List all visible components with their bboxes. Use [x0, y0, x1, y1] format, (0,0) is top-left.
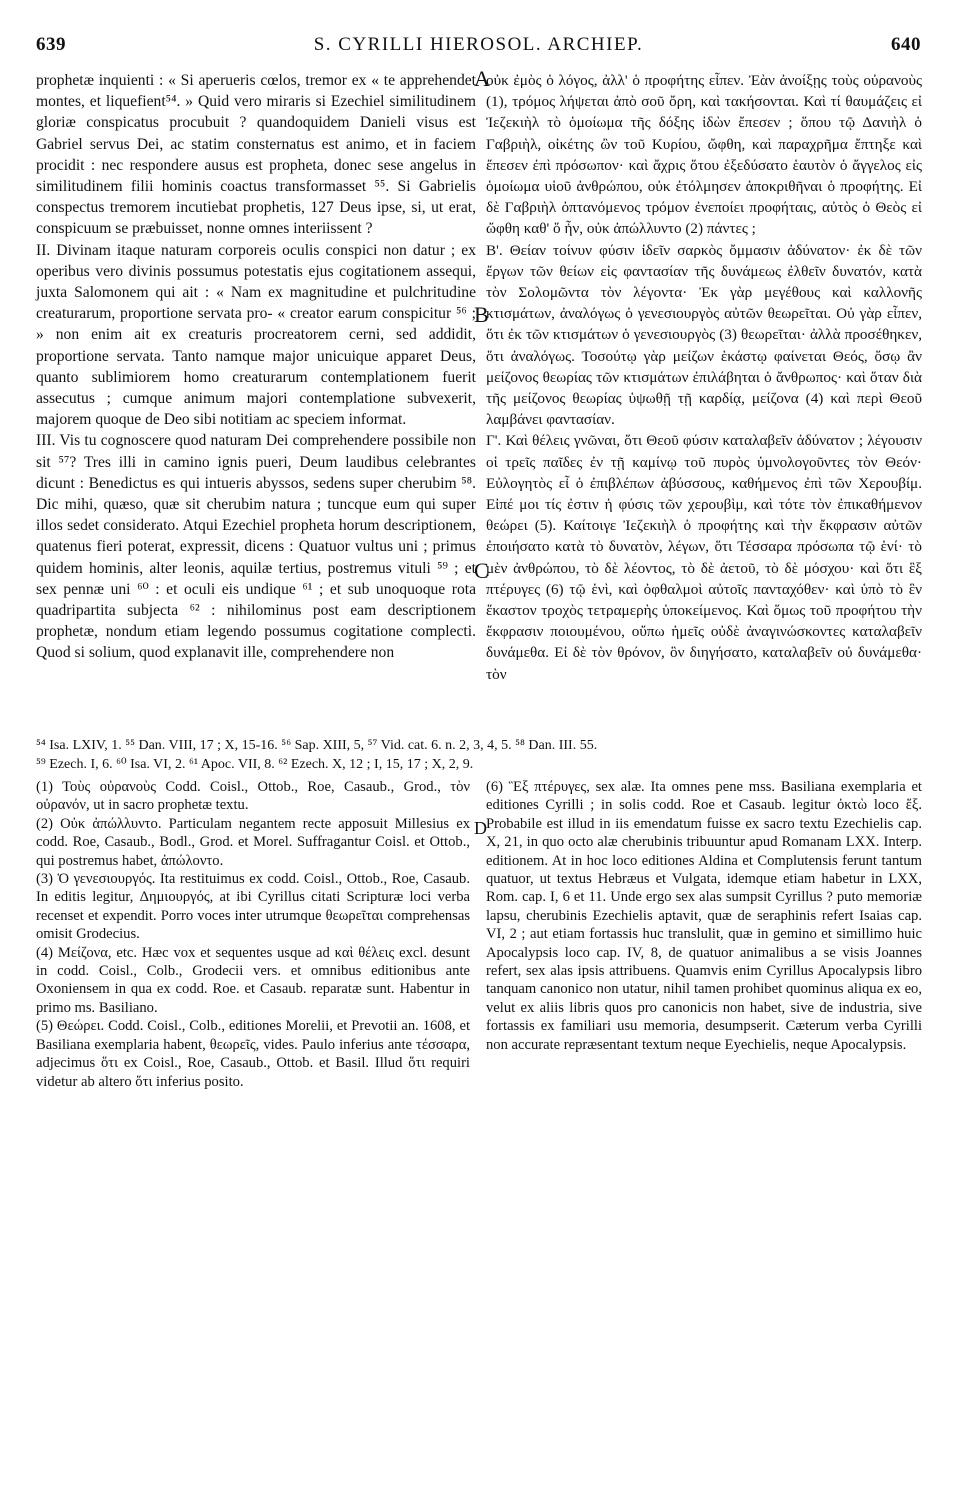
margin-letter-d: D	[474, 818, 487, 838]
page-number-left: 639	[36, 34, 66, 55]
footnotes-left	[36, 778, 470, 1091]
margin-letter-b: B	[474, 302, 489, 327]
footnote-1: (1) Τοὺς οὐρανοὺς Codd. Coisl., Ottob., Roe, Casaub., Grod., τὸν οὐρανόν, ut in sacro prophetæ textu.	[36, 779, 470, 814]
scripture-ref-line-2: ⁵⁹ Ezech. I, 6. ⁶⁰ Isa. VI, 2. ⁶¹ Apoc. VII, 8. ⁶² Ezech. X, 12 ; I, 15, 17 ; X, 2, 9.	[36, 757, 474, 772]
scripture-references	[36, 736, 922, 774]
scripture-ref-line-1: ⁵⁴ Isa. LXIV, 1. ⁵⁵ Dan. VIII, 17 ; X, 15-16. ⁵⁶ Sap. XIII, 5, ⁵⁷ Vid. cat. 6. n. 2, 3, 4, 5. ⁵⁸ Dan. III. 55.	[36, 738, 598, 753]
running-title: S. CYRILLI HIEROSOL. ARCHIEP.	[313, 34, 644, 55]
latin-paragraph-3: III. Vis tu cognoscere quod naturam Dei comprehendere possibile non sit ⁵⁷? Tres illi in camino ignis pueri, Deum laudibus celebrantes dicunt : Benedictus es qui intueris abyssos, sedens super cherubim ⁵⁸. Dic mihi, quæso, quæ sit cherubim natura ; tuncque eum qui super illos sedet considerato. Atqui Ezechiel propheta horum descriptionem, quatenus fieri poterat, expressit, dicens : Quatuor vultus uni ; primus quidem hominis, alter leonis, aquilæ tertius, postremus vituli ⁵⁹ ; et sex pennæ uni ⁶⁰ : et oculi eis undique ⁶¹ ; et sub unoquoque rota quadripartita subjecta ⁶² : nihilominus post eam descriptionem prophetæ, nondum etiam legendo possumus cogitatione complecti. Quod si solium, quod explanavit ille, comprehendere non	[36, 432, 476, 662]
greek-column	[486, 70, 922, 685]
latin-paragraph-2: II. Divinam itaque naturam corporeis oculis conspici non datur ; ex operibus vero divinis possumus potestatis ejus cogitationem assequi, juxta Salomonem qui ait : « Nam ex magnitudine et pulchritudine creaturarum, proportione servata pro- « creator earum conspicitur ⁵⁶ ; » non enim ait ex creaturis procreatorem cerni, sed addidit, proportione servata. Tanto namque major unicuique apparet Deus, quanto sublimiorem homo creaturarum contemplationem fuerit assecutus ; cumque animum majori contemplatione subvexerit, majorem quoque de Deo sibi notitiam ac speciem informat.	[36, 241, 476, 429]
footnotes-right	[486, 778, 922, 1054]
footnote-2: (2) Οὐκ ἀπώλλυντο. Particulam negantem recte apposuit Millesius ex codd. Roe, Casaub., Bodl., Grod. et Morel. Suffragantur Coisl. et Ottob., qui postremus habet, ἀπώλοντο.	[36, 815, 470, 869]
latin-paragraph-1: prophetæ inquienti : « Si aperueris cœlos, tremor ex « te apprehendet montes, et liquefient⁵⁴. » Quid vero miraris si Ezechiel similitudinem gloriæ conspicatus procubuit ? quandoquidem Danieli visus est Gabriel servus Dei, ac statim consternatus est animo, et in faciem procidit : nec respondere ausus est propheta, donec sese angelus in similitudinem filii hominis coactus transformasset ⁵⁵. Si Gabrielis conspectus tremorem incutiebat prophetis, 127 Deus ipse, si, ut erat, conspicuum se præbuisset, nonne omnes interiissent ?	[36, 72, 476, 238]
margin-letter-c: C	[474, 558, 489, 583]
latin-column	[36, 70, 476, 664]
footnote-4: (4) Μείζονα, etc. Hæc vox et sequentes usque ad καὶ θέλεις excl. desunt in codd. Coisl., Colb., Grodecii vers. et omnibus editionibus ante Oxoniensem in qua ex codd. Roe. et Casaub. reparatæ sunt. Habentur in primo ms. Basiliano.	[36, 944, 470, 1016]
page-number-right: 640	[891, 34, 921, 55]
page-header	[36, 34, 921, 60]
footnote-6: (6) Ἓξ πτέρυγες, sex alæ. Ita omnes pene mss. Basiliana exemplaria et editiones Cyrilli ; in solis codd. Roe et Casaub. legitur ὀκτὼ loco ἕξ. Probabile est illud in iis emendatum fuisse ex sacro textu Ezechielis cap. X, 21, in quo octo alæ cherubinis tribuuntur apud Romanam LXX. Interp. editionem. At in hoc loco editiones Aldina et Complutensis ferunt tantum quatuor, ut textus Hebræus et Vulgata, idemque etiam habetur in LXX, Rom. cap. I, 6 et 11. Unde ergo sex alas sumpsit Cyrillus ? puto memoriæ lapsu, cherubinis Ezechielis aptavit, quæ de seraphinis refert Isaias cap. VI, 2 ; aut etiam fortassis huc translulit, quæ in gemino et simillimo huic Apocalypsis loco cap. IV, 8, de quatuor animalibus a se visis Joannes refert, sex alas ipsis attribuens. Quamvis enim Cyrillus Apocalypsis libro tanquam canonico non utatur, nihil tamen prohibet quominus aliqua ex eo, velut ex aliis libris quos pro canonicis non habet, sive de industria, sive fortassis ex familiari usu memoria, desumpserit. Cæterum verba Cyrilli non accurate repræsentant textum neque Eyechielis, neque Apocalypsis.	[486, 779, 922, 1053]
greek-paragraph-2: Β'. Θείαν τοίνυν φύσιν ἰδεῖν σαρκὸς ὄμμασιν ἀδύνατον· ἐκ δὲ τῶν ἔργων τῶν θείων εἰς φαντασίαν τῆς δυνάμεως ἐλθεῖν δυνατόν, κατὰ τὸν Σολομῶντα τὸν λέγοντα· Ἐκ γὰρ μεγέθους καὶ καλλονῆς κτισμάτων, ἀναλόγως ὁ γενεσιουργὸς αὐτῶν θεωρεῖται. Οὐ γὰρ εἶπεν, ὅτι ἐκ τῶν κτισμάτων ὁ γενεσιουργὸς (3) θεωρεῖται· ἀλλὰ προσέθηκεν, ὅτι ἀναλόγως. Τοσούτῳ γὰρ μείζων ἑκάστῳ φαίνεται Θεός, ὅσῳ ἂν μείζονος θεωρίας τῶν κτισμάτων ἐπιλάβηται ὁ ἄνθρωπος· καὶ ὅταν διὰ τῆς μείζονος θεωρίας ὑψωθῇ τῇ καρδίᾳ, μείζονα (4) καὶ περὶ Θεοῦ λαμβάνει φαντασίαν.	[486, 241, 922, 429]
greek-paragraph-1: οὐκ ἐμὸς ὁ λόγος, ἀλλ' ὁ προφήτης εἶπεν. Ἐὰν ἀνοίξῃς τοὺς οὐρανοὺς (1), τρόμος λήψεται ἀπὸ σοῦ ὄρη, καὶ τακήσονται. Καὶ τί θαυμάζεις εἰ Ἰεζεκιὴλ τὸ ὁμοίωμα τῆς δόξης ἰδὼν ἔπεσεν ; ὅπου τῷ Δανιὴλ ὁ Γαβριὴλ, οἰκέτης ὢν τοῦ Κυρίου, ὤφθη, καὶ παραχρῆμα ἔπτηξε καὶ ἔπεσεν ἐπὶ πρόσωπον· καὶ ἄχρις ὅτου ἐξεδύσατο ἑαυτὸν ὁ ἄγγελος εἰς ὁμοίωμα υἱοῦ ἀνθρώπου, οὐκ ἐτόλμησεν ἀποκριθῆναι ὁ προφήτης. Εἰ δὲ Γαβριὴλ ὀπτανόμενος τρόμον ἐνεποίει προφήταις, αὐτὸς ὁ Θεὸς εἰ ὤφθη καθ' ὅ ἦν, οὐκ ἀπώλλυντο (2) πάντες ;	[486, 72, 922, 238]
margin-letter-a: A	[474, 66, 490, 91]
footnote-3: (3) Ὁ γενεσιουργός. Ita restituimus ex codd. Coisl., Ottob., Roe, Casaub. In editis legitur, Δημιουργός, at ibi Cyrillus citati Scripturæ loci verba recenset et expendit. Porro voces inter utrumque θεωρεῖται comprehensas omisit Grodecius.	[36, 871, 470, 943]
greek-paragraph-3: Γ'. Καὶ θέλεις γνῶναι, ὅτι Θεοῦ φύσιν καταλαβεῖν ἀδύνατον ; λέγουσιν οἱ τρεῖς παῖδες ἐν τῇ καμίνῳ τοῦ πυρὸς ὑμνολογοῦντες τὸν Θεόν· Εὐλογητὸς εἶ ὁ ἐπιβλέπων ἀβύσσους, καθήμενος ἐπὶ τῶν Χερουβίμ. Εἰπέ μοι τίς ἐστιν ἡ φύσις τῶν χερουβὶμ, καὶ τότε τὸν ἐπικαθήμενον θεώρει (5). Καίτοιγε Ἰεζεκιὴλ ὁ προφήτης καὶ τὴν ἔκφρασιν αὐτῶν ἐποιήσατο κατὰ τὸ δυνατὸν, λέγων, ὅτι Τέσσαρα πρόσωπα τῷ ἑνί· τὸ μὲν ἀνθρώπου, τὸ δὲ λέοντος, τὸ δὲ ἀετοῦ, τὸ δὲ μόσχου· καὶ ὅτι ἓξ πτέρυγες (6) τῷ ἑνὶ, καὶ ὀφθαλμοὶ αὐτοῖς πανταχόθεν· καὶ ὑπὸ τὸ ἓν ἕκαστον τροχὸς τετραμερὴς ὑποκείμενος. Καὶ ὅμως τοῦ προφήτου τὴν ἔκφρασιν ποιουμένου, οὔπω ἡμεῖς οὐδὲ ἀναγινώσκοντες καταλαβεῖν δυνάμεθα. Εἰ δὲ τὸν θρόνον, ὃν διηγήσατο, καταλαβεῖν οὐ δυνάμεθα· τὸν	[486, 432, 922, 683]
footnote-5: (5) Θεώρει. Codd. Coisl., Colb., editiones Morelii, et Prevotii an. 1608, et Basiliana exemplaria habent, θεωρεῖς, vides. Paulo inferius ante τέσσαρα, adjecimus ὅτι ex Coisl., Roe, Casaub., Ottob. et Basil. Illud ὅτι requiri videtur ab altero ὅτι inferius posito.	[36, 1018, 470, 1090]
